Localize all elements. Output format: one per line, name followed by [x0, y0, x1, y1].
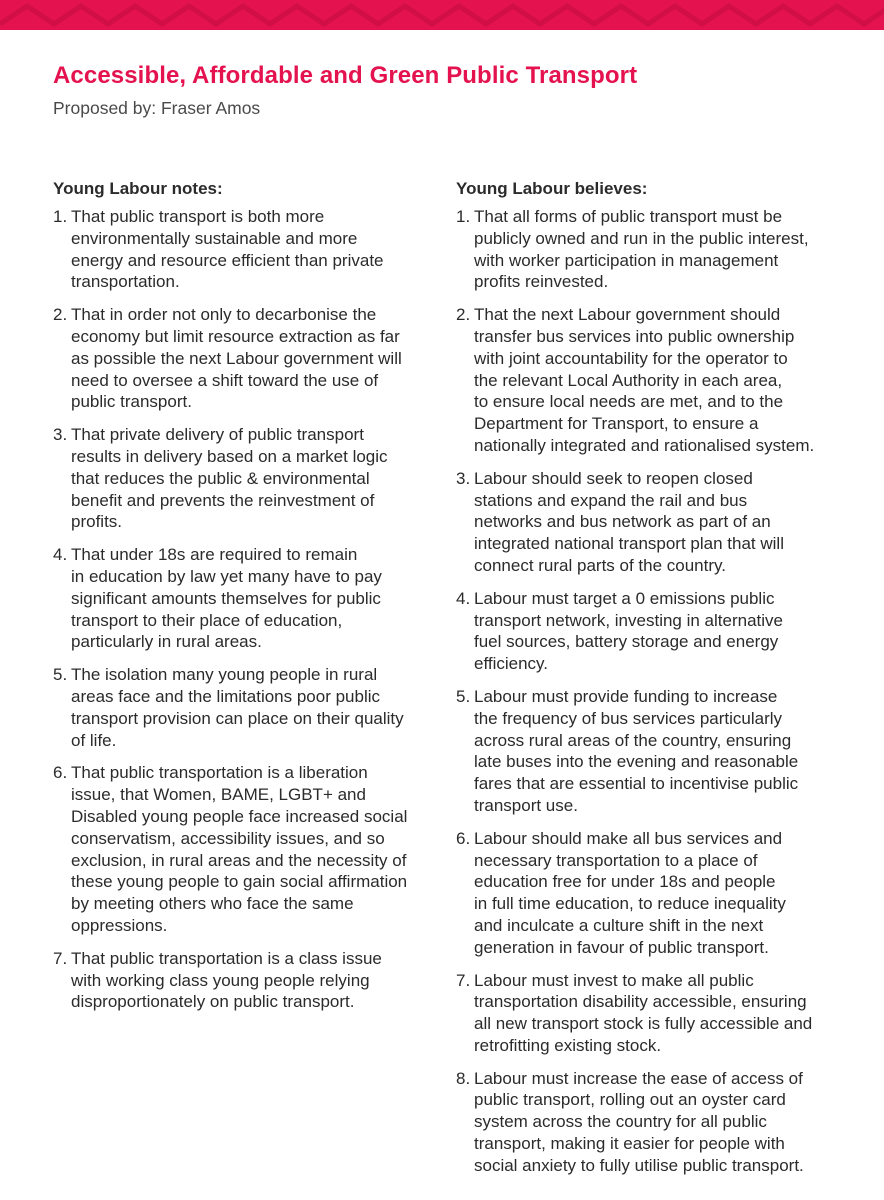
item-text-line: That private delivery of public transport: [71, 425, 364, 445]
item-text: [71, 206, 433, 293]
believes-item-7: [456, 970, 841, 1057]
item-number: 6.: [53, 763, 68, 783]
notes-item-3: [53, 424, 433, 533]
proposer-line: Proposed by: Fraser Amos: [53, 98, 261, 118]
item-text: [474, 206, 841, 293]
item-text: [71, 948, 433, 1013]
notes-item-6: [53, 762, 433, 936]
item-text-line: retrofitting existing stock.: [474, 1035, 662, 1055]
item-text-line: in education by law yet many have to pay: [71, 566, 382, 586]
item-text-line: with joint accountability for the operator to: [474, 348, 788, 368]
item-text-line: Disabled young people face increased social: [71, 806, 408, 826]
item-text: [474, 828, 841, 959]
item-text: [474, 1068, 841, 1177]
believes-item-3: [456, 468, 841, 577]
item-text-line: across rural areas of the country, ensuring: [474, 730, 792, 750]
notes-heading: Young Labour notes:: [53, 179, 223, 198]
notes-item-7: [53, 948, 433, 1013]
believes-column: [456, 178, 841, 1188]
item-text: [71, 544, 433, 653]
item-text-line: results in delivery based on a market logic: [71, 446, 388, 466]
item-text-line: significant amounts themselves for public: [71, 588, 381, 608]
item-text-line: transport to their place of education,: [71, 610, 343, 630]
item-text-line: Department for Transport, to ensure a: [474, 414, 759, 434]
item-text-line: transport, making it easier for people with: [474, 1134, 785, 1154]
believes-item-1: [456, 206, 841, 293]
item-text-line: benefit and prevents the reinvestment of: [71, 490, 375, 510]
item-text-line: public transport, rolling out an oyster card: [474, 1090, 786, 1110]
item-text-line: integrated national transport plan that will: [474, 534, 784, 554]
item-text-line: exclusion, in rural areas and the necessity of: [71, 850, 407, 870]
item-text-line: That public transportation is a liberation: [71, 763, 368, 783]
item-text-line: transfer bus services into public ownership: [474, 326, 795, 346]
item-text-line: by meeting others who face the same: [71, 894, 354, 914]
notes-list: [53, 206, 433, 1013]
item-text-line: the relevant Local Authority in each area,: [474, 370, 783, 390]
item-text-line: efficiency.: [474, 654, 549, 674]
item-text-line: of life.: [71, 730, 117, 750]
believes-heading: Young Labour believes:: [456, 179, 648, 198]
item-text-line: fuel sources, battery storage and energy: [474, 632, 779, 652]
notes-item-1: [53, 206, 433, 293]
item-text-line: stations and expand the rail and bus: [474, 490, 748, 510]
item-number: 7.: [456, 970, 471, 990]
item-text-line: conservatism, accessibility issues, and so: [71, 828, 385, 848]
item-number: 2.: [456, 305, 471, 325]
item-text-line: generation in favour of public transport.: [474, 937, 769, 957]
item-text-line: That the next Labour government should: [474, 305, 781, 325]
item-number: 3.: [53, 425, 68, 445]
item-text: [474, 686, 841, 817]
item-text-line: the frequency of bus services particularly: [474, 708, 783, 728]
believes-item-4: [456, 588, 841, 675]
item-text-line: public transport.: [71, 392, 192, 412]
believes-item-8: [456, 1068, 841, 1177]
believes-list: [456, 206, 841, 1177]
item-text-line: with working class young people relying: [71, 970, 370, 990]
item-text-line: transport use.: [474, 795, 578, 815]
believes-item-6: [456, 828, 841, 959]
item-text-line: these young people to gain social affirmation: [71, 872, 408, 892]
item-text-line: disproportionately on public transport.: [71, 992, 355, 1012]
item-text-line: The isolation many young people in rural: [71, 665, 378, 685]
item-number: 8.: [456, 1068, 471, 1088]
item-text-line: transport network, investing in alternative: [474, 610, 783, 630]
item-number: 6.: [456, 828, 471, 848]
item-text-line: That all forms of public transport must be: [474, 207, 783, 226]
item-text-line: profits.: [71, 512, 123, 532]
item-text: [71, 304, 433, 413]
item-text-line: all new transport stock is fully accessible and: [474, 1014, 813, 1034]
item-text-line: in full time education, to reduce inequality: [474, 894, 786, 914]
believes-item-2: [456, 304, 841, 457]
item-text-line: fares that are essential to incentivise public: [474, 774, 799, 794]
item-number: 5.: [456, 686, 471, 706]
item-number: 4.: [456, 588, 471, 608]
item-text-line: oppressions.: [71, 915, 168, 935]
item-text-line: That public transportation is a class issue: [71, 948, 382, 968]
believes-item-5: [456, 686, 841, 817]
item-text-line: profits reinvested.: [474, 272, 609, 292]
item-text-line: system across the country for all public: [474, 1112, 767, 1132]
item-text-line: that reduces the public & environmental: [71, 468, 370, 488]
item-number: 1.: [456, 207, 471, 226]
item-text-line: That public transport is both more: [71, 207, 325, 226]
item-text: [474, 970, 841, 1057]
item-text-line: to ensure local needs are met, and to the: [474, 392, 784, 412]
item-text-line: Labour must provide funding to increase: [474, 686, 778, 706]
item-text-line: as possible the next Labour government will: [71, 348, 402, 368]
item-text-line: transportation disability accessible, ensuring: [474, 992, 807, 1012]
item-text-line: economy but limit resource extraction as far: [71, 326, 400, 346]
item-text: [71, 424, 433, 533]
item-text-line: education free for under 18s and people: [474, 872, 776, 892]
item-number: 7.: [53, 948, 68, 968]
item-text-line: transportation.: [71, 272, 180, 292]
item-text-line: particularly in rural areas.: [71, 632, 262, 652]
item-text-line: issue, that Women, BAME, LGBT+ and: [71, 785, 366, 805]
item-text: [474, 588, 841, 675]
notes-column: [53, 178, 433, 1024]
item-text-line: environmentally sustainable and more: [71, 228, 358, 248]
item-text-line: Labour must increase the ease of access of: [474, 1068, 803, 1088]
item-text-line: connect rural parts of the country.: [474, 555, 726, 575]
notes-item-2: [53, 304, 433, 413]
item-text: [71, 664, 433, 751]
notes-item-4: [53, 544, 433, 653]
item-number: 3.: [456, 468, 471, 488]
item-text-line: areas face and the limitations poor public: [71, 686, 381, 706]
item-text-line: energy and resource efficient than private: [71, 250, 384, 270]
item-text: [474, 304, 841, 457]
item-text-line: late buses into the evening and reasonable: [474, 752, 799, 772]
item-text: [474, 468, 841, 577]
item-number: 1.: [53, 207, 68, 226]
item-text-line: necessary transportation to a place of: [474, 850, 758, 870]
item-text-line: and inculcate a culture shift in the next: [474, 915, 764, 935]
page-title: Accessible, Affordable and Green Public Transport: [53, 62, 638, 89]
top-decorative-band: [0, 0, 884, 30]
item-text: [71, 762, 433, 936]
item-text-line: Labour should make all bus services and: [474, 828, 783, 848]
item-text-line: publicly owned and run in the public interest,: [474, 228, 809, 248]
item-text-line: That under 18s are required to remain: [71, 545, 358, 565]
item-number: 4.: [53, 545, 68, 565]
item-text-line: Labour must target a 0 emissions public: [474, 588, 775, 608]
notes-item-5: [53, 664, 433, 751]
item-text-line: Labour should seek to reopen closed: [474, 468, 753, 488]
item-text-line: with worker participation in management: [474, 250, 779, 270]
item-text-line: social anxiety to fully utilise public transport.: [474, 1155, 804, 1175]
item-number: 5.: [53, 665, 68, 685]
item-text-line: That in order not only to decarbonise the: [71, 305, 377, 325]
item-text-line: transport provision can place on their quality: [71, 708, 404, 728]
item-number: 2.: [53, 305, 68, 325]
item-text-line: nationally integrated and rationalised system.: [474, 435, 815, 455]
item-text-line: Labour must invest to make all public: [474, 970, 754, 990]
item-text-line: networks and bus network as part of an: [474, 512, 771, 532]
item-text-line: need to oversee a shift toward the use of: [71, 370, 379, 390]
